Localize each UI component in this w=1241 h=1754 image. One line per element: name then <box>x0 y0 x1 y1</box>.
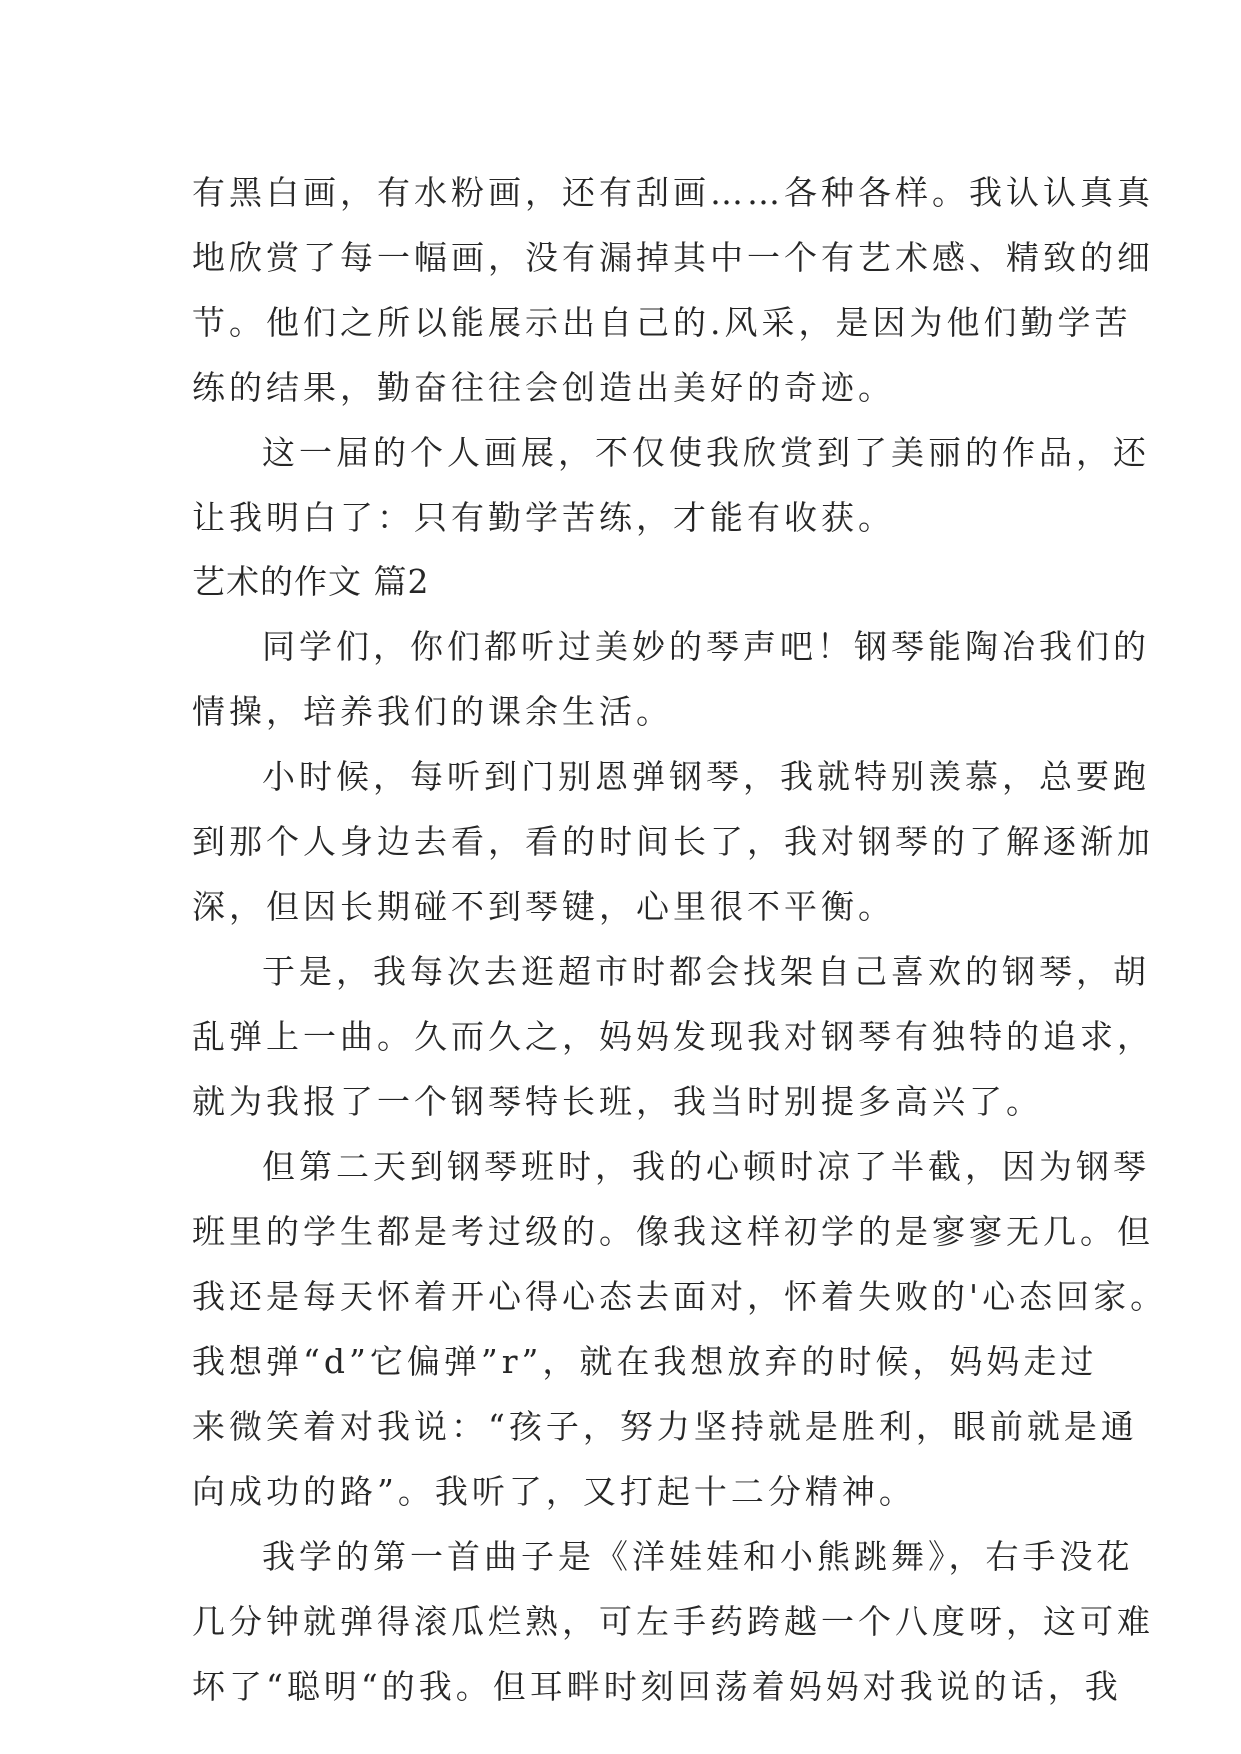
text-line: 乱弹上一曲。久而久之，妈妈发现我对钢琴有独特的追求， <box>192 1017 1154 1056</box>
text-line: 我还是每天怀着开心得心态去面对，怀着失败的'心态回家。 <box>192 1277 1168 1316</box>
text-line: 我想弹“d”它偏弹”r”，就在我想放弃的时候，妈妈走过 <box>192 1342 1098 1381</box>
text-line: 班里的学生都是考过级的。像我这样初学的是寥寥无几。但 <box>192 1212 1154 1251</box>
text-line: 情操，培养我们的课余生活。 <box>192 692 673 731</box>
section-heading: 艺术的作文 篇2 <box>192 562 430 601</box>
text-line: 节。他们之所以能展示出自己的.风采，是因为他们勤学苦 <box>192 303 1132 342</box>
text-line: 我学的第一首曲子是《洋娃娃和小熊跳舞》，右手没花 <box>262 1537 1134 1576</box>
text-line: 地欣赏了每一幅画，没有漏掉其中一个有艺术感、精致的细 <box>192 238 1154 277</box>
text-line: 向成功的路”。我听了，又打起十二分精神。 <box>192 1472 916 1511</box>
text-line: 小时候，每听到门别恩弹钢琴，我就特别羡慕，总要跑 <box>262 757 1150 796</box>
text-line: 但第二天到钢琴班时，我的心顿时凉了半截，因为钢琴 <box>262 1147 1150 1186</box>
text-line: 来微笑着对我说：“孩子，努力坚持就是胜利，眼前就是通 <box>192 1407 1138 1446</box>
text-line: 让我明白了：只有勤学苦练，才能有收获。 <box>192 498 895 537</box>
text-line: 有黑白画，有水粉画，还有刮画……各种各样。我认认真真 <box>192 173 1154 212</box>
text-line: 于是，我每次去逛超市时都会找架自己喜欢的钢琴，胡 <box>262 952 1150 991</box>
essay-body <box>192 160 1168 1719</box>
text-line: 深，但因长期碰不到琴键，心里很不平衡。 <box>192 887 895 926</box>
text-line: 就为我报了一个钢琴特长班，我当时别提多高兴了。 <box>192 1082 1043 1121</box>
text-line: 同学们，你们都听过美妙的琴声吧！钢琴能陶冶我们的 <box>262 627 1150 666</box>
text-line: 坏了“聪明“的我。但耳畔时刻回荡着妈妈对我说的话，我 <box>192 1667 1122 1706</box>
text-line: 练的结果，勤奋往往会创造出美好的奇迹。 <box>192 368 895 407</box>
text-line: 到那个人身边去看，看的时间长了，我对钢琴的了解逐渐加 <box>192 822 1154 861</box>
text-line: 这一届的个人画展，不仅使我欣赏到了美丽的作品，还 <box>262 433 1150 472</box>
text-line: 几分钟就弹得滚瓜烂熟，可左手药跨越一个八度呀，这可难 <box>192 1602 1154 1641</box>
